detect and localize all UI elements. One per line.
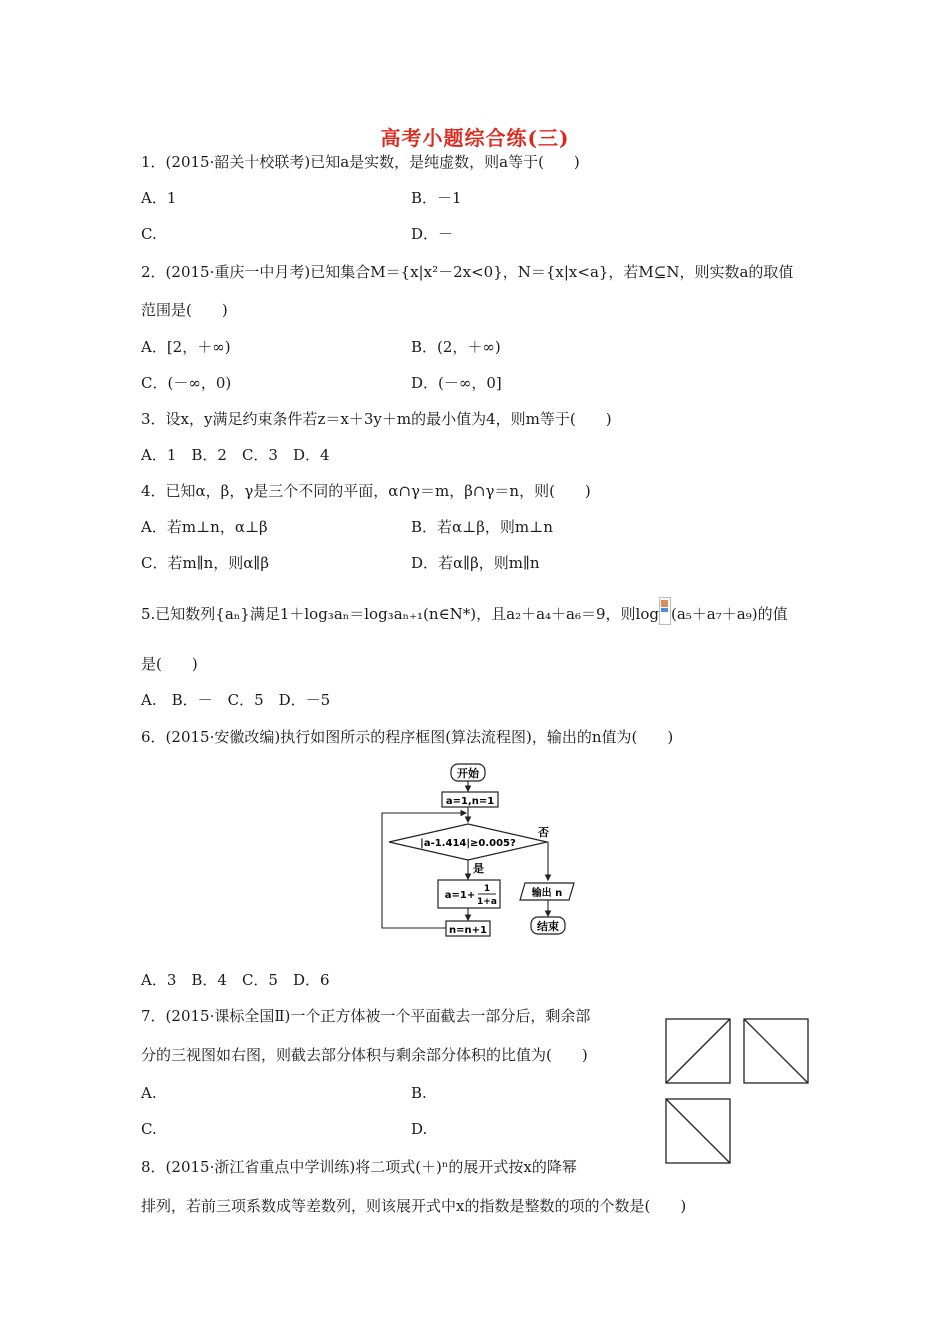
question-5-stem [141, 597, 788, 625]
question-7-option-c: C. [141, 1120, 157, 1138]
front-view [666, 1019, 730, 1083]
question-6-options: A．3 B．4 C．5 D．6 [141, 971, 330, 989]
question-5-options: A. B．－ C．5 D．－5 [141, 691, 331, 709]
question-7-option-b: B. [411, 1084, 427, 1102]
question-2-stem-cont: 范围是( ) [141, 301, 228, 319]
side-view [744, 1019, 808, 1083]
question-2-stem: 2．(2015·重庆一中月考)已知集合M＝{x|x²－2x<0}，N＝{x|x<a}，若M⊆N，则实数a的取值 [141, 263, 794, 281]
flow-frac-den: 1+a [477, 897, 497, 907]
question-2-option-a: A．[2，＋∞) [141, 338, 231, 356]
question-8-stem-cont: 排列，若前三项系数成等差数列，则该展开式中x的指数是整数的项的个数是( ) [141, 1197, 687, 1215]
question-4-stem: 4．已知α，β，γ是三个不同的平面，α∩γ＝m，β∩γ＝n，则( ) [141, 482, 591, 500]
question-3-stem: 3．设x，y满足约束条件若z＝x＋3y＋m的最小值为4，则m等于( ) [141, 410, 612, 428]
flow-init-label: a=1,n=1 [445, 796, 495, 807]
broken-image-icon [659, 597, 671, 625]
three-view-figure [664, 1017, 810, 1167]
flow-assign-lhs: a=1+ [444, 890, 476, 901]
flow-start-label: 开始 [457, 767, 479, 780]
flow-yes-label: 是 [473, 862, 484, 875]
question-4-option-c: C．若m∥n，则α∥β [141, 554, 270, 572]
question-4-option-b: B．若α⊥β，则m⊥n [411, 518, 553, 536]
page-title: 高考小题综合练(三) [380, 126, 570, 150]
question-7-option-a: A. [141, 1084, 157, 1102]
flow-frac-num: 1 [483, 884, 491, 894]
question-1-option-d: D．－ [411, 225, 454, 243]
question-2-option-c: C．(－∞，0) [141, 374, 232, 392]
question-4-option-d: D．若α∥β，则m∥n [411, 554, 540, 572]
flow-end-label: 结束 [537, 920, 559, 933]
question-5-stem-cont: 是( ) [141, 655, 198, 673]
question-1-option-b: B．－1 [411, 189, 462, 207]
question-7-stem: 7．(2015·课标全国Ⅱ)一个正方体被一个平面截去一部分后，剩余部 [141, 1007, 591, 1025]
question-2-option-b: B．(2，＋∞) [411, 338, 501, 356]
flow-no-label: 否 [538, 826, 549, 839]
top-view [666, 1099, 730, 1163]
flow-output-label: 输出 n [531, 888, 563, 899]
question-1-option-a: A．1 [141, 189, 177, 207]
flow-increment-label: n=n+1 [449, 925, 487, 936]
question-7-stem-cont: 分的三视图如右图，则截去部分体积与剩余部分体积的比值为( ) [141, 1046, 588, 1064]
question-5-stem-part1: 5.已知数列{aₙ}满足1＋log₃aₙ＝log₃aₙ₊₁(n∈N*)，且a₂＋a₄＋a₆＝9，则log [141, 605, 659, 623]
question-6-stem: 6．(2015·安徽改编)执行如图所示的程序框图(算法流程图)，输出的n值为( ) [141, 728, 674, 746]
question-3-options: A．1 B．2 C．3 D．4 [141, 446, 330, 464]
question-1-option-c: C. [141, 225, 157, 243]
flowchart [370, 760, 600, 950]
question-2-option-d: D．(－∞，0] [411, 374, 502, 392]
question-4-option-a: A．若m⊥n，α⊥β [141, 518, 268, 536]
question-5-stem-part2: (a₅＋a₇＋a₉)的值 [671, 605, 788, 623]
question-7-option-d: D. [411, 1120, 428, 1138]
flow-condition-label: |a-1.414|≥0.005? [420, 838, 516, 849]
question-8-stem: 8．(2015·浙江省重点中学训练)将二项式(＋)ⁿ的展开式按x的降幂 [141, 1158, 577, 1176]
question-1-stem: 1．(2015·韶关十校联考)已知a是实数，是纯虚数，则a等于( ) [141, 153, 580, 171]
